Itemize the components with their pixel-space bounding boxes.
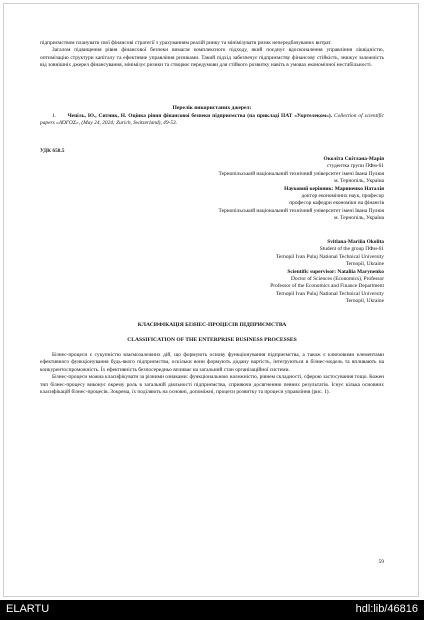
reference-item [40, 113, 384, 128]
author-name-ua: Околіта Світлана-Марія [323, 156, 384, 162]
supervisor-university-en: Ternopil Ivan Puluj National Technical University [276, 290, 384, 297]
article-title-ua: КЛАСИФІКАЦІЯ БІЗНЕС-ПРОЦЕСІВ ПІДПРИЄМСТВА [137, 322, 287, 328]
author-university-en: Ternopil Ivan Puluj National Technical University [276, 253, 384, 260]
author-role-ua: студентка групи ПФм-61 [326, 163, 384, 170]
body-paragraph-2: Бізнес-процеси можна класифікувати за різними ознаками: функціональною належністю, рівнем складності, сферою застосування тощо. Кожен тип бізнес-процесу виконує окрему роль в загальній діяльності підприємства, сприяючи досягненню певних результатів. Існує кілька основних класифікацій бізнес-процесів. Зокрема, їх поділяють на основні, допоміжні, процеси розвитку та процеси управління (рис. 1). [40, 374, 384, 396]
udk-code: УДК 658.5 [40, 148, 65, 154]
footer-handle: hdl:lib/46816 [355, 603, 418, 615]
page-number: 59 [378, 559, 384, 565]
reference-number: 1. [52, 113, 57, 119]
supervisor-city-en: Ternopil, Ukraine [345, 298, 384, 305]
body-paragraph-1: Бізнес-процеси є сукупністю взаємозалежних дій, що формують основу функціонування підприємства, а також є ключовими елементами ефективного функціонування будь-якого підприємства, оскільки вони формують додану вартість, інтегруються в бізнес-модель та впливають на конкурентоспроможність. Їх ефективність безпосередньо впливає на загальний стан організаційної системи. [40, 352, 384, 373]
intro-paragraph-2: Загалом підвищення рівня фінансової безпеки вимагає комплексного підходу, який поєднує вдосконалення управління ліквідністю, оптимізацію структури капіталу та ефективне управління ризиками. Такий підхід забезпечує підприємству фінансову стійкість, знижує залежність від зовнішніх джерел фінансування, мінімізує ризики та створює передумови для стійкого розвитку навіть в умовах економічної нестабільності. [40, 47, 384, 69]
supervisor-position-ua: професор кафедри економіки на фінансів [289, 200, 384, 207]
supervisor-label-en: Scientific supervisor: Nataliia Marynenko [287, 268, 384, 275]
reference-source: Collection of scientific papers «ΛΌГOΣ», (May 24, 2024; Zurich, Switzerland), 49-53. [40, 113, 384, 127]
supervisor-university-ua: Тернопільський національний технічний університет імені Івана Пулюя [218, 207, 384, 214]
authors-ua [44, 156, 384, 223]
author-city-en: Ternopil, Ukraine [345, 261, 384, 268]
supervisor-position-en: Professor of the Economics and Finance Department [270, 283, 384, 290]
supervisor-degree-en: Doctor of Sciences (Economics), Professor [291, 276, 384, 283]
supervisor-label-ua: Науковий керівник: Мариненко Наталія [284, 185, 384, 192]
article-title-en: CLASSIFICATION OF THE ENTERPRISE BUSINESS PROCESSES [127, 337, 297, 343]
supervisor-degree-ua: доктор економічних наук, професор [301, 193, 384, 200]
article-body [40, 352, 384, 396]
intro-section [40, 40, 384, 70]
authors-en [44, 239, 384, 306]
reference-title: Чепіль, Ю., Ситник, Н. Оцінка рівня фінансової безпеки підприємства (на прикладі ПАТ «Укртелеком»). [67, 113, 333, 119]
author-role-en: Student of the group ПФм-61 [319, 246, 384, 253]
references-heading: Перелік використаних джерел: [172, 105, 252, 111]
footer-bar [0, 600, 424, 620]
intro-line-1: підприємством планувати свої фінансові стратегії з урахуванням реалій ринку та мінімізувати ризик непередбачуваних витрат. [40, 40, 332, 46]
author-university-ua: Тернопільський національний технічний університет імені Івана Пулюя [218, 170, 384, 177]
author-city-ua: м. Тернопіль, Україна [334, 178, 384, 185]
supervisor-city-ua: м. Тернопіль, Україна [334, 215, 384, 222]
footer-repository-name: ELARTU [6, 603, 50, 615]
author-name-en: Svitlana-Mariiia Okolita [327, 239, 384, 245]
